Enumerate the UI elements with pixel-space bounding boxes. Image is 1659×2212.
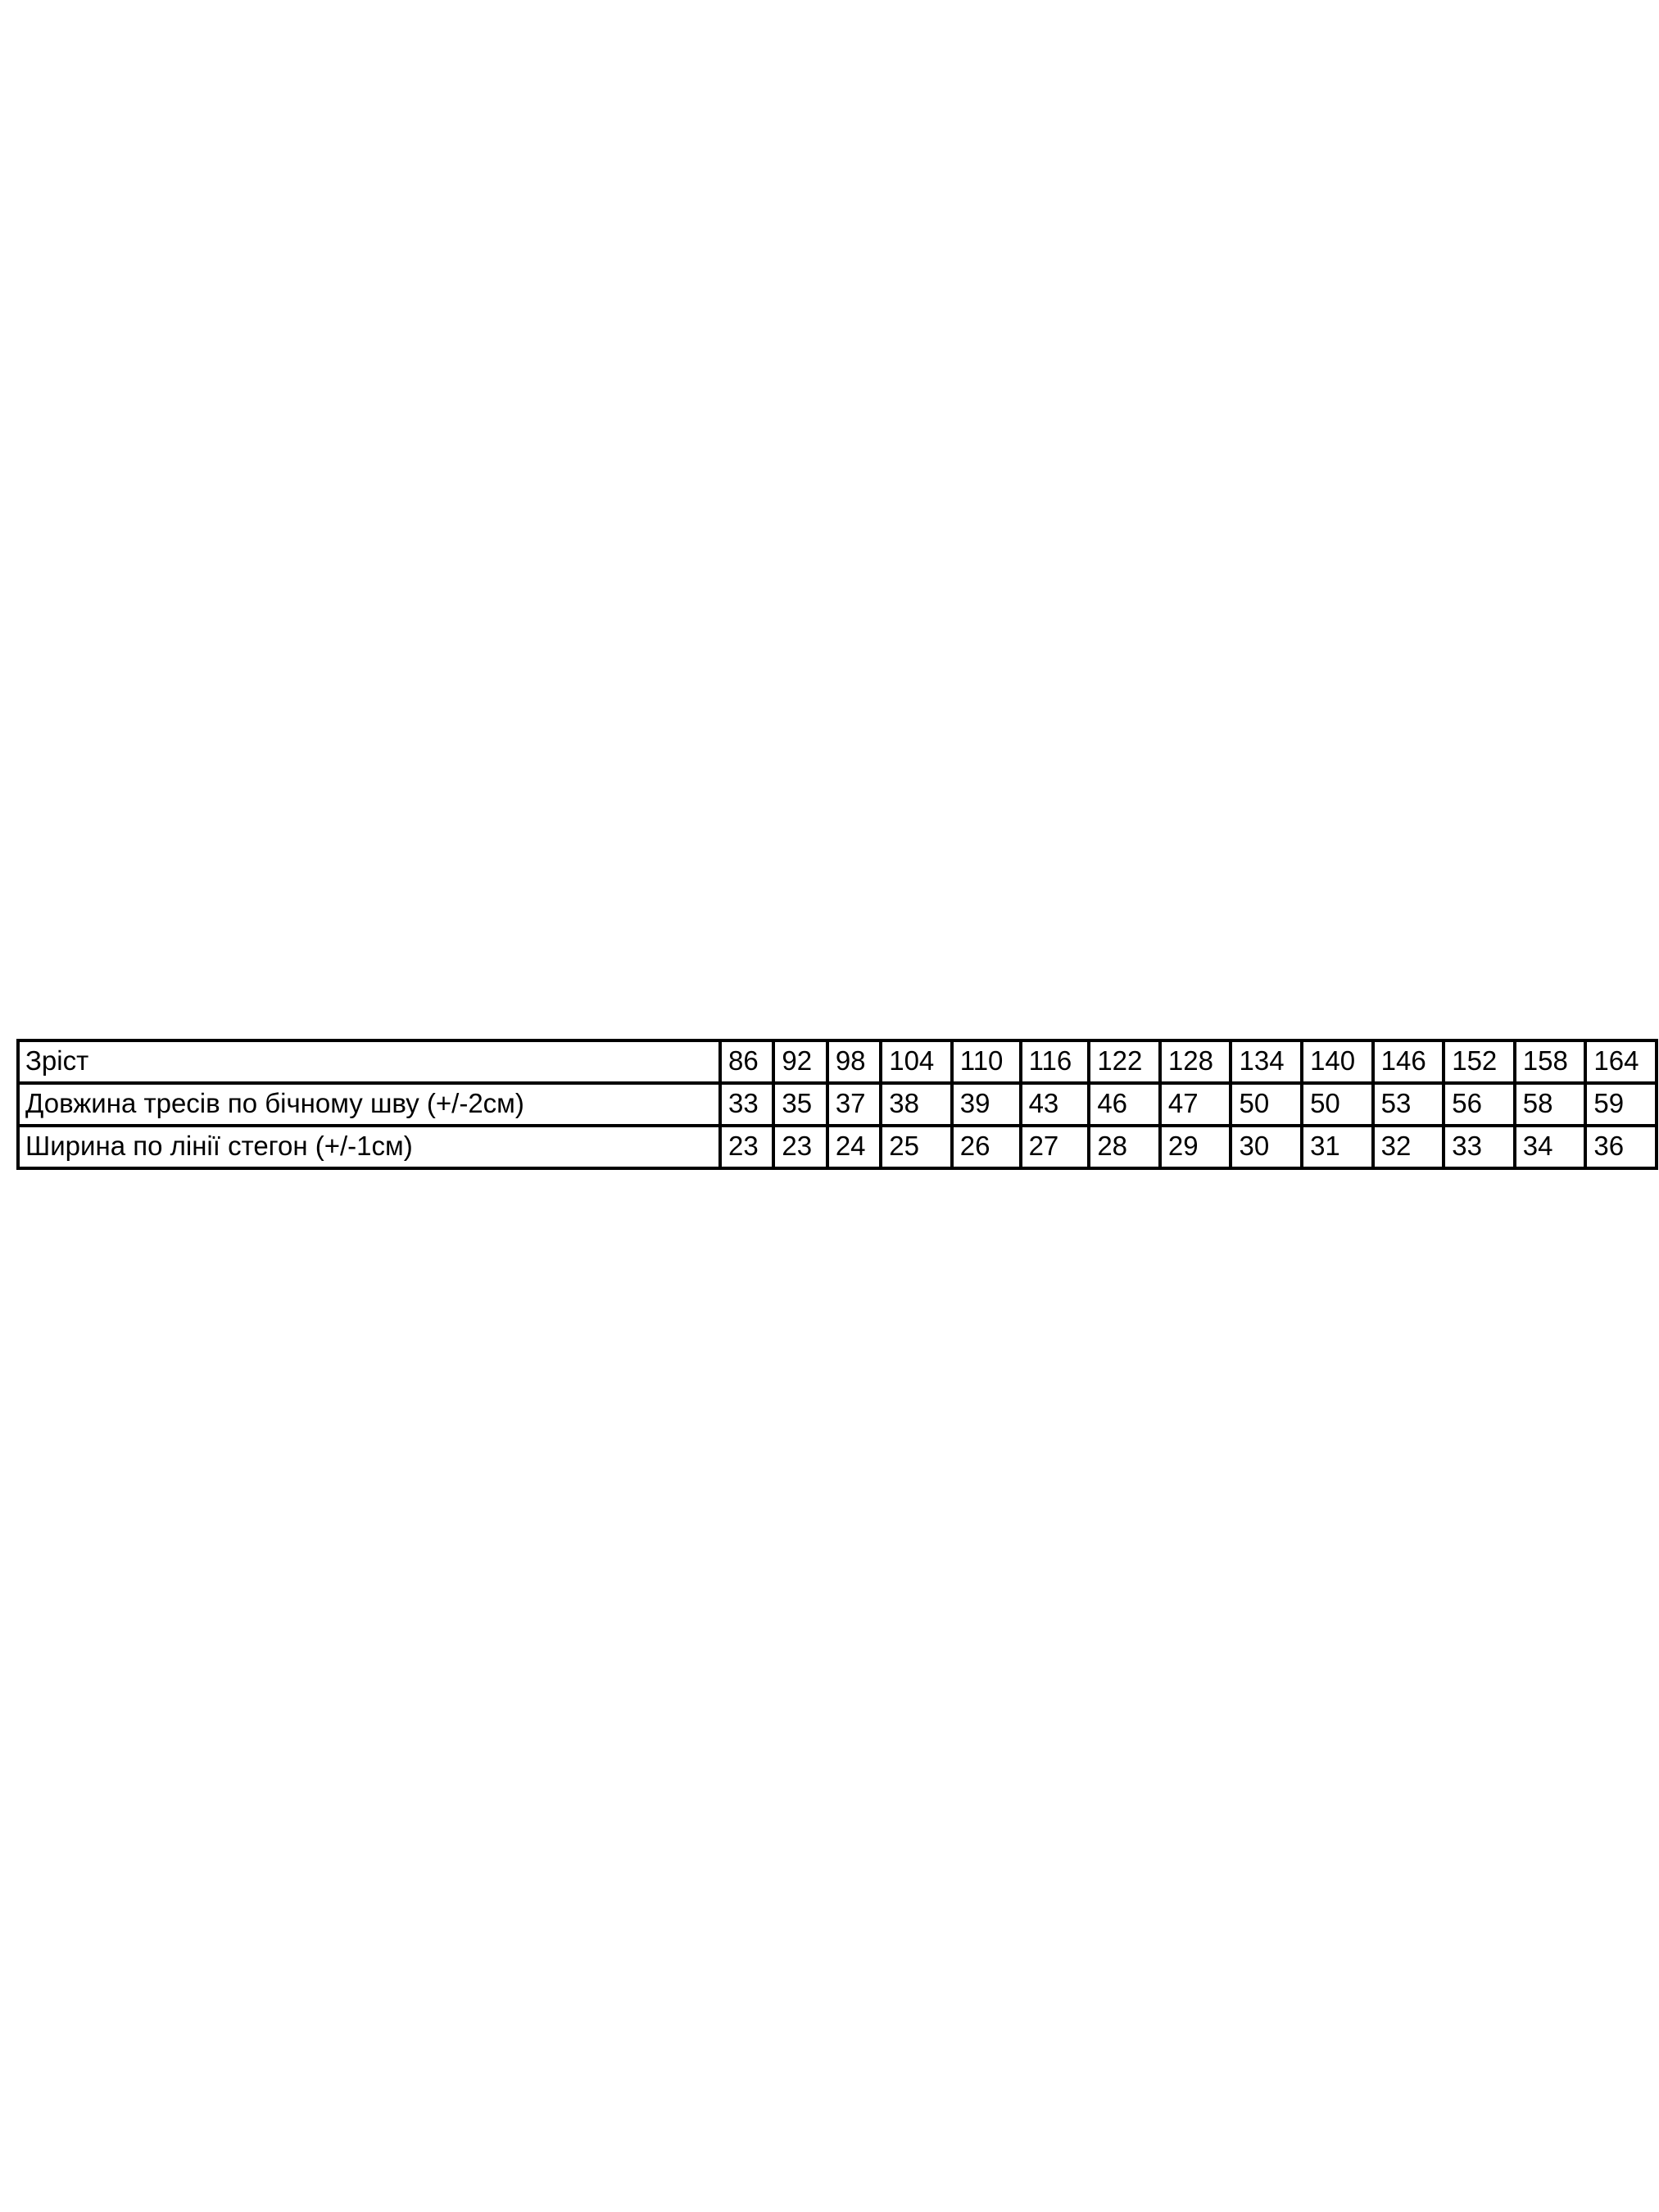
height-value-1: 86 xyxy=(720,1040,773,1083)
hip-width-value-6: 27 xyxy=(1021,1126,1090,1168)
hip-width-value-4: 25 xyxy=(881,1126,952,1168)
height-value-9: 134 xyxy=(1231,1040,1302,1083)
hip-width-value-8: 29 xyxy=(1160,1126,1231,1168)
side-seam-length-value-8: 47 xyxy=(1160,1083,1231,1126)
side-seam-length-value-2: 35 xyxy=(773,1083,827,1126)
table-row xyxy=(18,1083,1657,1126)
hip-width-value-3: 24 xyxy=(827,1126,881,1168)
height-value-3: 98 xyxy=(827,1040,881,1083)
height-value-7: 122 xyxy=(1089,1040,1160,1083)
height-value-13: 158 xyxy=(1515,1040,1586,1083)
size-chart-body xyxy=(18,1040,1657,1168)
size-chart-table xyxy=(16,1039,1658,1170)
table-row xyxy=(18,1126,1657,1168)
row-label-side-seam-length: Довжина тресів по бічному шву (+/-2см) xyxy=(18,1083,720,1126)
side-seam-length-value-11: 53 xyxy=(1373,1083,1444,1126)
side-seam-length-value-6: 43 xyxy=(1021,1083,1090,1126)
row-label-height: Зріст xyxy=(18,1040,720,1083)
side-seam-length-value-7: 46 xyxy=(1089,1083,1160,1126)
side-seam-length-value-14: 59 xyxy=(1585,1083,1657,1126)
height-value-6: 116 xyxy=(1021,1040,1090,1083)
hip-width-value-14: 36 xyxy=(1585,1126,1657,1168)
table-row xyxy=(18,1040,1657,1083)
hip-width-value-9: 30 xyxy=(1231,1126,1302,1168)
side-seam-length-value-12: 56 xyxy=(1444,1083,1515,1126)
hip-width-value-10: 31 xyxy=(1302,1126,1373,1168)
side-seam-length-value-10: 50 xyxy=(1302,1083,1373,1126)
hip-width-value-2: 23 xyxy=(773,1126,827,1168)
side-seam-length-value-4: 38 xyxy=(881,1083,952,1126)
side-seam-length-value-3: 37 xyxy=(827,1083,881,1126)
hip-width-value-12: 33 xyxy=(1444,1126,1515,1168)
height-value-12: 152 xyxy=(1444,1040,1515,1083)
height-value-14: 164 xyxy=(1585,1040,1657,1083)
side-seam-length-value-5: 39 xyxy=(952,1083,1021,1126)
hip-width-value-7: 28 xyxy=(1089,1126,1160,1168)
height-value-2: 92 xyxy=(773,1040,827,1083)
height-value-10: 140 xyxy=(1302,1040,1373,1083)
height-value-5: 110 xyxy=(952,1040,1021,1083)
side-seam-length-value-9: 50 xyxy=(1231,1083,1302,1126)
height-value-4: 104 xyxy=(881,1040,952,1083)
row-label-hip-width: Ширина по лінії стегон (+/-1см) xyxy=(18,1126,720,1168)
height-value-11: 146 xyxy=(1373,1040,1444,1083)
hip-width-value-1: 23 xyxy=(720,1126,773,1168)
hip-width-value-11: 32 xyxy=(1373,1126,1444,1168)
size-chart-container xyxy=(16,1039,1658,1170)
hip-width-value-13: 34 xyxy=(1515,1126,1586,1168)
side-seam-length-value-13: 58 xyxy=(1515,1083,1586,1126)
hip-width-value-5: 26 xyxy=(952,1126,1021,1168)
side-seam-length-value-1: 33 xyxy=(720,1083,773,1126)
height-value-8: 128 xyxy=(1160,1040,1231,1083)
